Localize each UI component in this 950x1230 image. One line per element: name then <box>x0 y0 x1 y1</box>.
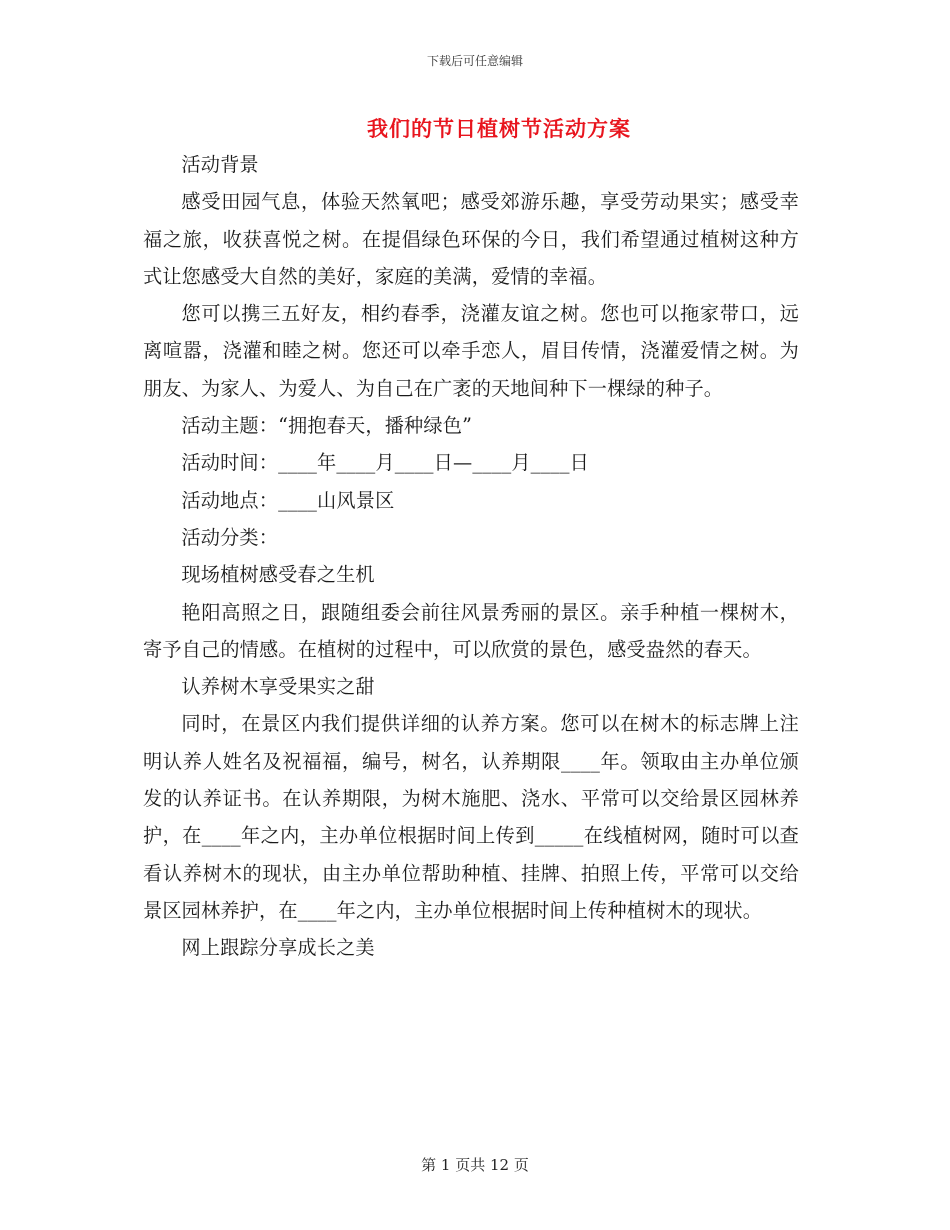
activity-category: 活动分类： <box>181 525 279 549</box>
section-heading-planting: 现场植树感受春之生机 <box>181 563 375 587</box>
paragraph-background-1: 感受田园气息，体验天然氧吧；感受郊游乐趣，享受劳动果实；感受幸福之旅，收获喜悦之树。在提倡绿色环保的今日，我们希望通过植树这种方式让您感受大自然的美好，家庭的美满，爱情的幸福。 <box>143 190 799 288</box>
page-header-note: 下载后可任意编辑 <box>426 54 523 68</box>
section-heading-online: 网上跟踪分享成长之美 <box>181 936 375 960</box>
document-title: 我们的节日植树节活动方案 <box>367 116 631 141</box>
paragraph-background-2: 您可以携三五好友，相约春季，浇灌友谊之树。您也可以拖家带口，远离喧嚣，浇灌和睦之树。您还可以牵手恋人，眉目传情，浇灌爱情之树。为朋友、为家人、为爱人、为自己在广袤的天地间种下一棵绿的种子。 <box>143 302 799 400</box>
document-body <box>143 146 799 967</box>
paragraph-adoption: 同时，在景区内我们提供详细的认养方案。您可以在树木的标志牌上注明认养人姓名及祝福福，编号，树名，认养期限____年。领取由主办单位颁发的认养证书。在认养期限，为树木施肥、浇水、平常可以交给景区园林养护，在____年之内，主办单位根据时间上传到_____在线植树网，随时可以查看认养树木的现状，由主办单位帮助种植、挂牌、拍照上传，平常可以交给景区园林养护，在____年之内，主办单位根据时间上传种植树木的现状。 <box>143 712 799 922</box>
paragraph-planting: 艳阳高照之日，跟随组委会前往风景秀丽的景区。亲手种植一棵树木，寄予自己的情感。在植树的过程中，可以欣赏的景色，感受盎然的春天。 <box>143 600 799 661</box>
page-number: 第 1 页共 12 页 <box>421 1156 529 1174</box>
section-heading-background: 活动背景 <box>181 153 259 176</box>
activity-time: 活动时间：____年____月____日—____月____日 <box>181 451 589 475</box>
activity-theme: 活动主题：“拥抱春天，播种绿色” <box>181 414 473 438</box>
section-heading-adoption: 认养树木享受果实之甜 <box>181 675 375 699</box>
activity-location: 活动地点：____山风景区 <box>181 488 395 512</box>
